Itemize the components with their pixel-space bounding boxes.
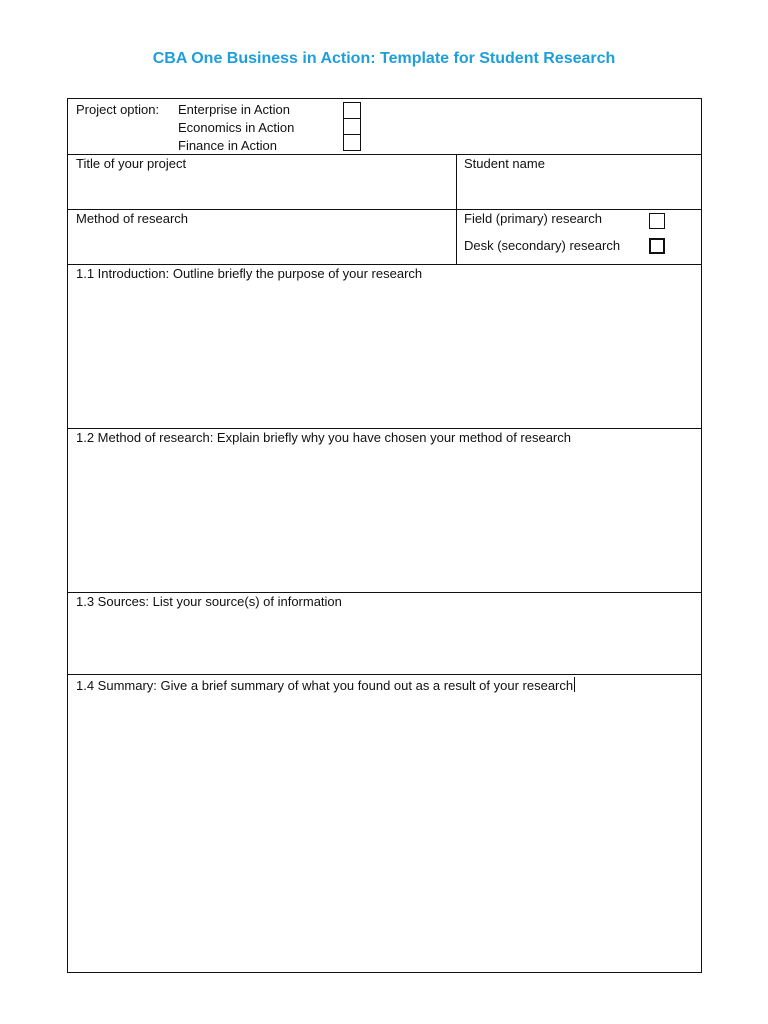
economics-checkbox[interactable] [343,118,361,135]
summary-prompt: 1.4 Summary: Give a brief summary of what you found out as a result of your research [76,678,574,693]
option-enterprise-label: Enterprise in Action [178,102,291,117]
field-research-checkbox[interactable] [649,213,665,229]
sources-section[interactable] [68,593,701,675]
summary-prompt-wrap [76,677,575,695]
method-label: Method of research [76,211,189,226]
method-row [68,210,701,265]
project-option-row [68,99,701,155]
project-title-label: Title of your project [76,156,187,171]
research-template-form [67,98,702,973]
method-explanation-prompt: 1.2 Method of research: Explain briefly why you have chosen your method of research [76,430,571,445]
student-name-label: Student name [464,156,545,171]
summary-section[interactable] [68,675,701,971]
project-option-label: Project option: [76,102,160,117]
introduction-section[interactable] [68,265,701,429]
introduction-prompt: 1.1 Introduction: Outline briefly the purpose of your research [76,266,423,281]
finance-checkbox[interactable] [343,134,361,151]
text-cursor [574,677,575,692]
enterprise-checkbox[interactable] [343,102,361,119]
option-finance-label: Finance in Action [178,138,278,153]
sources-prompt: 1.3 Sources: List your source(s) of information [76,594,342,609]
option-economics-label: Economics in Action [178,120,295,135]
desk-research-checkbox[interactable] [649,238,665,254]
document-title: CBA One Business in Action: Template for Student Research [152,50,616,67]
title-name-row [68,155,701,210]
method-divider [456,210,457,264]
field-research-label: Field (primary) research [464,211,602,226]
title-name-divider [456,155,457,209]
desk-research-label: Desk (secondary) research [464,238,621,253]
method-explanation-section[interactable] [68,429,701,593]
